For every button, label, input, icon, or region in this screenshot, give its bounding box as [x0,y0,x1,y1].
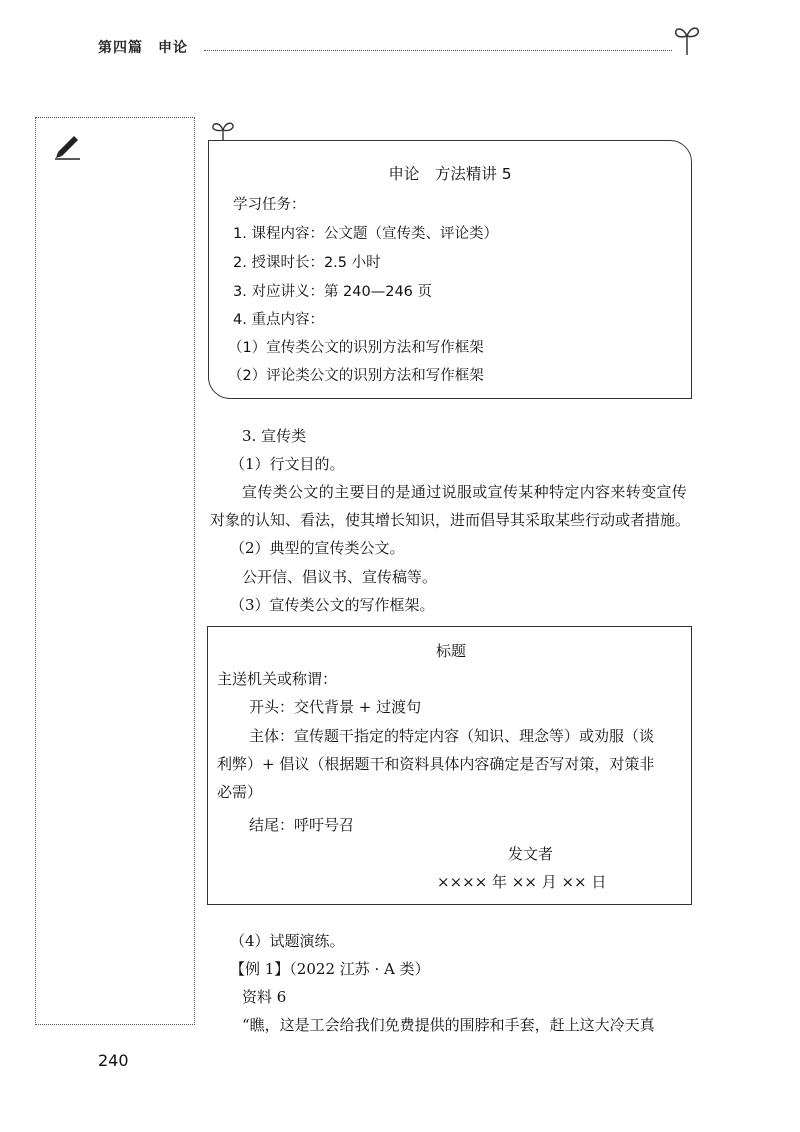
body-paragraph: 宣传类公文的主要目的是通过说服或宣传某种特定内容来转变宣传 [242,483,688,501]
sprout-icon [210,118,236,142]
material-label: 资料 6 [242,988,287,1006]
page-number: 240 [98,1051,129,1070]
framework-line: 必需） [217,783,263,801]
pencil-icon [52,130,82,160]
notes-column [35,117,195,1025]
sprout-icon [672,22,702,56]
body-paragraph: “瞧，这是工会给我们免费提供的围脖和手套，赶上这大冷天真 [242,1016,655,1034]
body-paragraph: 公开信、倡议书、宣传稿等。 [242,568,438,586]
section-header: 第四篇 申论 [98,40,188,56]
lesson-line: （2）评论类公文的识别方法和写作框架 [228,368,484,384]
example-heading: 【例 1】（2022 江苏 · A 类） [230,960,430,978]
body-paragraph: 对象的认知、看法，使其增长知识，进而倡导其采取某些行动或者措施。 [210,511,691,529]
lesson-line: （1）宣传类公文的识别方法和写作框架 [228,340,484,356]
body-paragraph: 3. 宣传类 [242,427,307,445]
body-paragraph: （4）试题演练。 [230,932,345,950]
body-paragraph: （3）宣传类公文的写作框架。 [230,596,435,614]
body-paragraph: （1）行文目的。 [230,455,345,473]
lesson-line: 学习任务： [233,197,306,213]
lesson-line: 3. 对应讲义：第 240—246 页 [233,284,433,300]
framework-line: 主送机关或称谓： [217,670,338,688]
framework-line: 开头：交代背景 + 过渡句 [249,698,422,716]
framework-date: ×××× 年 ×× 月 ×× 日 [437,873,607,891]
lesson-line: 1. 课程内容：公文题（宣传类、评论类） [233,226,498,242]
framework-line: 结尾：呼吁号召 [249,816,355,834]
framework-title: 标题 [436,642,467,660]
lesson-line: 4. 重点内容： [233,312,324,328]
framework-line: 主体：宣传题干指定的特定内容（知识、理念等）或劝服（谈 [249,727,655,745]
body-paragraph: （2）典型的宣传类公文。 [230,539,405,557]
lesson-line: 2. 授课时长：2.5 小时 [233,255,381,271]
lesson-title: 申论 方法精讲 5 [388,165,512,183]
framework-sender: 发文者 [508,845,554,863]
framework-line: 利弊）+ 倡议（根据题干和资料具体内容确定是否写对策，对策非 [217,755,655,773]
header-rule [204,50,672,51]
